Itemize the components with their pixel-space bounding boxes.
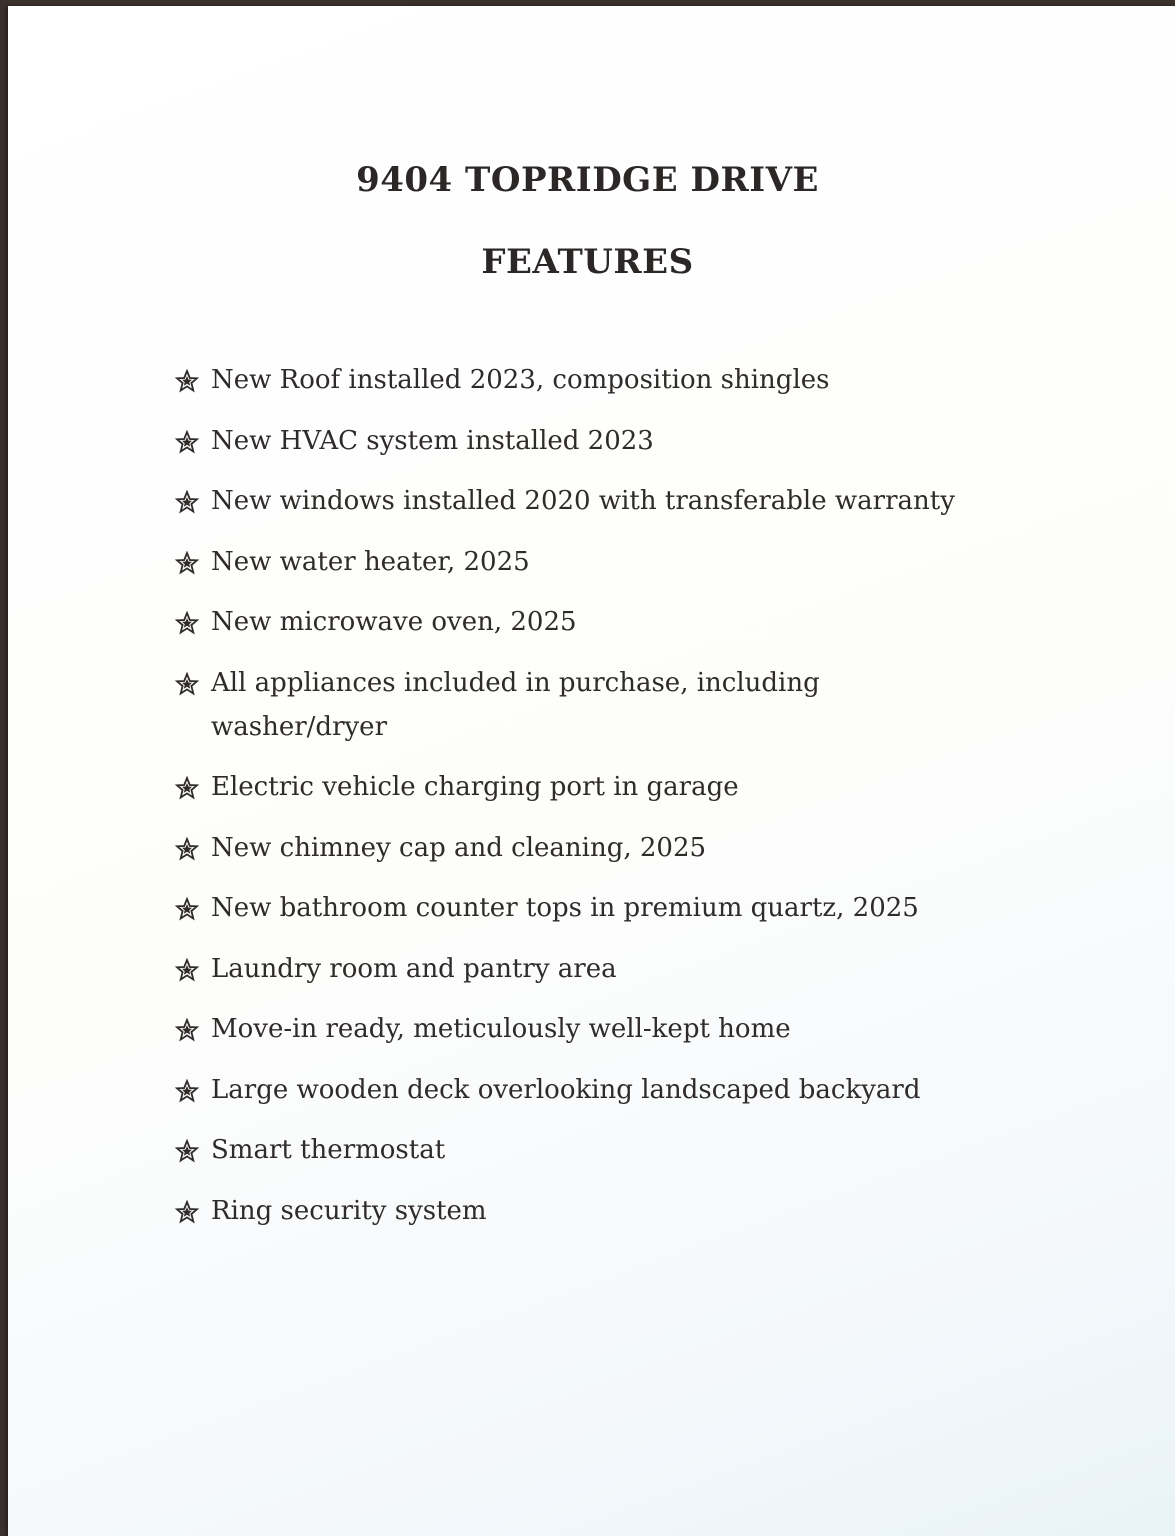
list-item	[175, 1007, 1015, 1051]
star-icon	[175, 672, 199, 696]
feature-text: Move-in ready, meticulously well-kept home	[211, 1014, 791, 1044]
feature-text: New windows installed 2020 with transferable warranty	[211, 486, 955, 516]
feature-text: New Roof installed 2023, composition shingles	[211, 365, 830, 395]
property-address-title: 9404 TOPRIDGE DRIVE	[356, 160, 819, 200]
features-list	[175, 358, 1015, 1249]
list-item	[175, 1189, 1015, 1233]
feature-text: New microwave oven, 2025	[211, 607, 577, 637]
feature-text: New bathroom counter tops in premium quartz, 2025	[211, 893, 919, 923]
list-item	[175, 661, 911, 749]
list-item	[175, 1128, 1015, 1172]
star-icon	[175, 490, 199, 514]
star-icon	[175, 369, 199, 393]
star-icon	[175, 1200, 199, 1224]
star-icon	[175, 1018, 199, 1042]
list-item	[175, 1068, 1015, 1112]
list-item	[175, 540, 1015, 584]
feature-text: Large wooden deck overlooking landscaped backyard	[211, 1074, 921, 1105]
star-icon	[175, 1139, 199, 1163]
star-icon	[175, 551, 199, 575]
star-icon	[175, 430, 199, 454]
feature-text: New chimney cap and cleaning, 2025	[211, 832, 707, 863]
feature-text: All appliances included in purchase, including washer/dryer	[211, 667, 820, 742]
feature-text: New HVAC system installed 2023	[211, 425, 654, 456]
feature-text: Electric vehicle charging port in garage	[211, 772, 739, 802]
feature-text: Ring security system	[211, 1195, 487, 1226]
star-icon	[175, 837, 199, 861]
star-icon	[175, 897, 199, 921]
star-icon	[175, 1079, 199, 1103]
list-item	[175, 886, 1015, 930]
feature-text: Laundry room and pantry area	[211, 953, 617, 984]
list-item	[175, 826, 1015, 870]
star-icon	[175, 776, 199, 800]
list-item	[175, 765, 1015, 809]
star-icon	[175, 958, 199, 982]
features-heading: FEATURES	[481, 242, 694, 282]
list-item	[175, 600, 1015, 644]
feature-text: New water heater, 2025	[211, 546, 530, 577]
list-item	[175, 947, 1015, 991]
star-icon	[175, 611, 199, 635]
list-item	[175, 479, 1015, 523]
list-item	[175, 419, 1015, 463]
feature-text: Smart thermostat	[211, 1135, 446, 1165]
list-item	[175, 358, 1015, 402]
